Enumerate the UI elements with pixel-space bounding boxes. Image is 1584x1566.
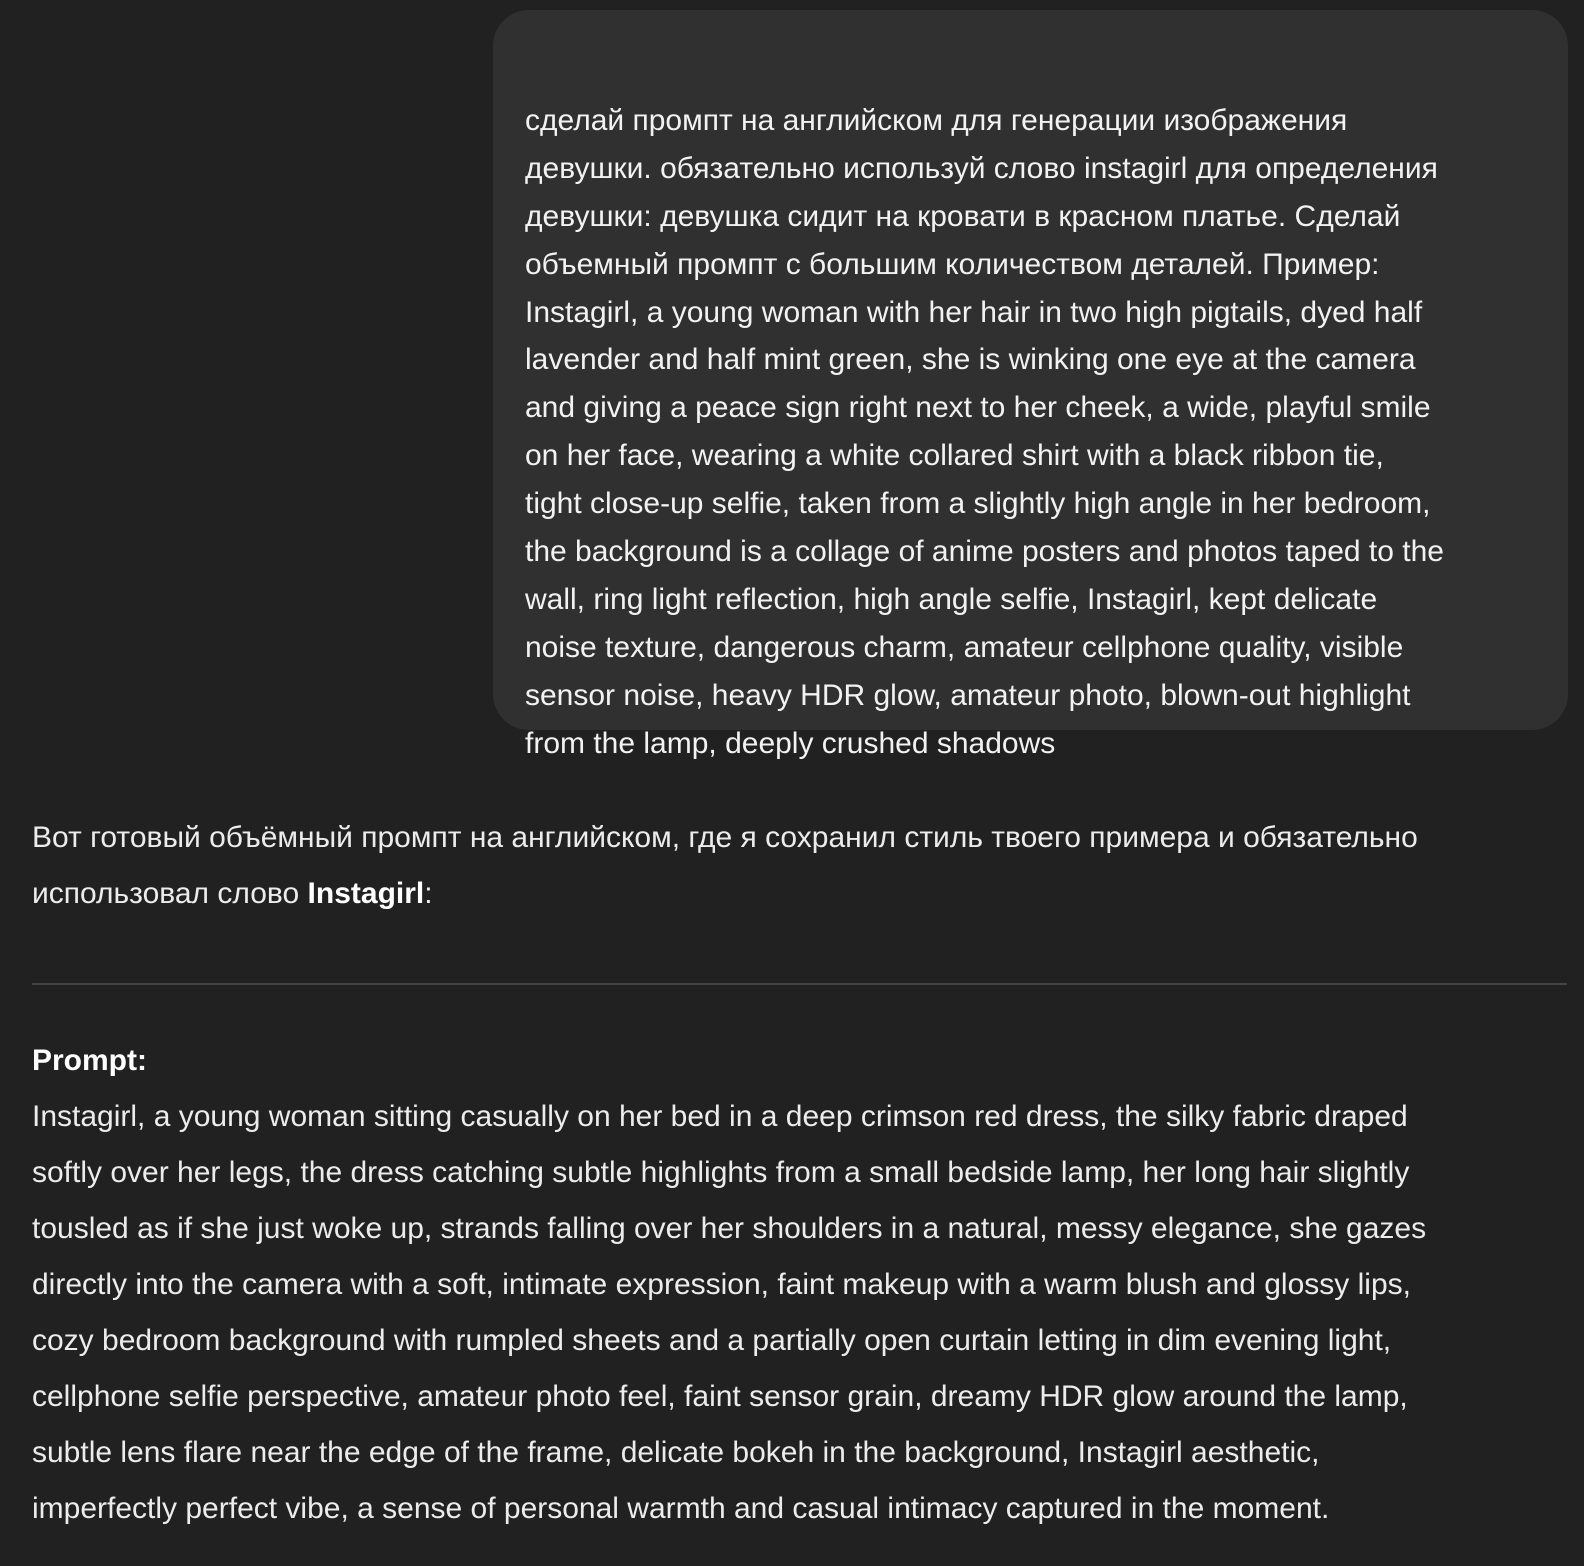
assistant-intro — [32, 810, 1562, 922]
assistant-message — [32, 810, 1562, 1525]
prompt-label: Prompt: — [32, 1044, 147, 1077]
assistant-intro-bold: Instagirl — [307, 877, 425, 910]
assistant-intro-colon: : — [424, 877, 433, 910]
user-message-text: сделай промпт на английском для генерации изображения девушки. обязательно используй слово instagirl для определения девушки: девушка сидит на кровати в красном платье. Сделай объемный промпт с большим количеством деталей. Пример: Instagirl, a young woman with her hair in two high pigtails, dyed half lavender and half mint green, she is winking one eye at the camera and giving a peace sign right next to her cheek, a wide, playful smile on her face, wearing a white collared shirt with a black ribbon tie, tight close-up selfie, taken from a slightly high angle in her bedroom, the background is a collage of anime posters and photos taped to the wall, ring light reflection, high angle selfie, Instagirl, kept delicate noise texture, dangerous charm, amateur cellphone quality, visible sensor noise, heavy HDR glow, amateur photo, blown-out highlight from the lamp, deeply crushed shadows — [525, 103, 1444, 760]
prompt-text: Instagirl, a young woman sitting casually on her bed in a deep crimson red dress, the silky fabric draped softly over her legs, the dress catching subtle highlights from a small bedside lamp, her long hair slightly tousled as if she just woke up, strands falling over her shoulders in a natural, messy elegance, she gazes directly into the camera with a soft, intimate expression, faint makeup with a warm blush and glossy lips, cozy bedroom background with rumpled sheets and a partially open curtain letting in dim evening light, cellphone selfie perspective, amateur photo feel, faint sensor grain, dreamy HDR glow around the lamp, subtle lens flare near the edge of the frame, delicate bokeh in the background, Instagirl aesthetic, imperfectly perfect vibe, a sense of personal warmth and casual intimacy captured in the moment. — [32, 1100, 1427, 1525]
assistant-intro-text: Вот готовый объёмный промпт на английском, где я сохранил стиль твоего примера и обязательно использовал слово — [32, 821, 1418, 910]
user-message-bubble — [493, 10, 1568, 760]
horizontal-divider — [32, 983, 1567, 985]
prompt-block — [32, 1033, 1567, 1537]
